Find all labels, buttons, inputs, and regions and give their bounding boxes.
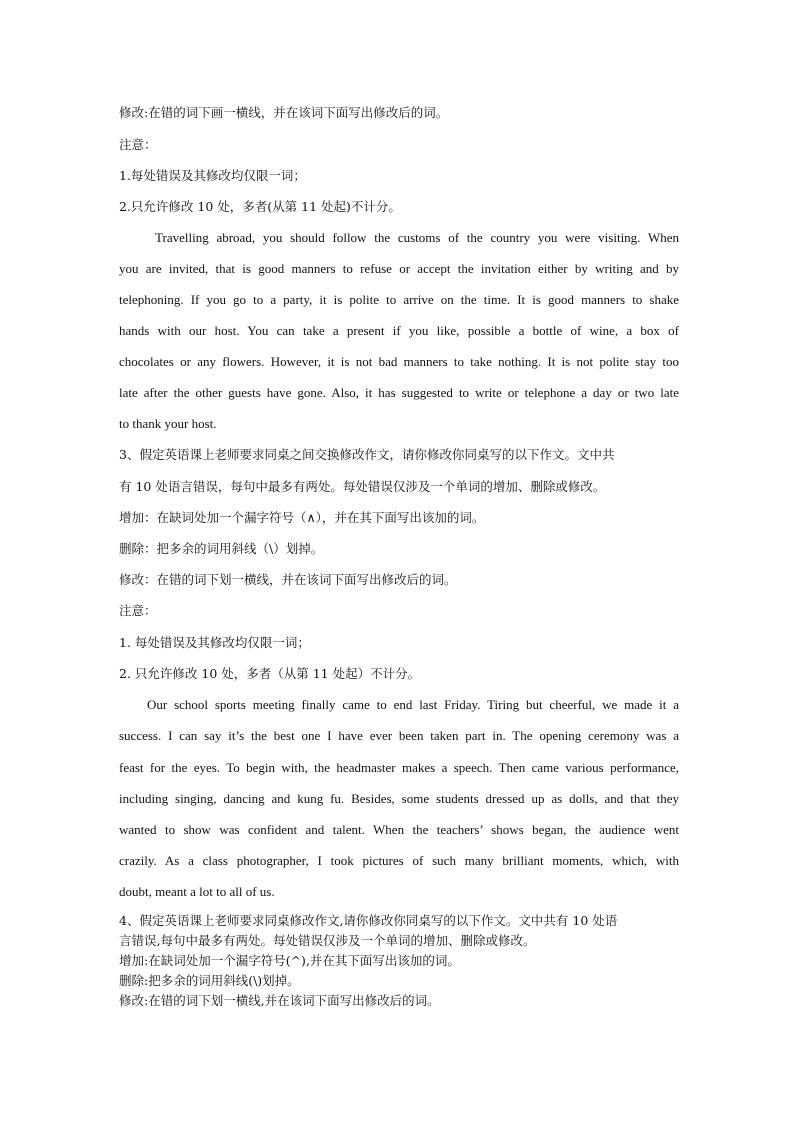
question-4-intro-cont: 言错误,每句中最多有两处。每处错误仅涉及一个单词的增加、删除或修改。 bbox=[119, 933, 536, 948]
question-3-intro: 3、假定英语课上老师要求同桌之间交换修改作文，请你修改你同桌写的以下作文。文中共 bbox=[119, 447, 615, 462]
passage-line: Our school sports meeting finally came to end last Friday. Tiring but cheerful, we made it a bbox=[147, 697, 679, 712]
passage-line: feast for the eyes. To begin with, the headmaster makes a speech. Then came various performance, bbox=[119, 760, 679, 775]
passage-line: wanted to show was confident and talent. When the teachers’ shows began, the audience went bbox=[119, 822, 679, 837]
rule-delete: 删除：把多余的词用斜线（\）划掉。 bbox=[119, 541, 324, 556]
passage-line: chocolates or any flowers. However, it is not bad manners to take nothing. It is not polite stay too bbox=[119, 354, 679, 369]
question-4-intro: 4、假定英语课上老师要求同桌修改作文,请你修改你同桌写的以下作文。文中共有 10 处语 bbox=[119, 913, 618, 928]
passage-line: success. I can say it’s the best one I have ever been taken part in. The opening ceremony was a bbox=[119, 728, 679, 743]
note-2: 2. 只允许修改 10 处，多者（从第 11 处起）不计分。 bbox=[119, 666, 421, 681]
notes-title: 注意： bbox=[119, 603, 157, 618]
note-2: 2.只允许修改 10 处，多者(从第 11 处起)不计分。 bbox=[119, 199, 401, 214]
passage-line: doubt, meant a lot to all of us. bbox=[119, 884, 275, 899]
notes-title: 注意： bbox=[119, 137, 157, 152]
rule-modify: 修改:在错的词下划一横线,并在该词下面写出修改后的词。 bbox=[119, 993, 440, 1008]
passage-line: you are invited, that is good manners to refuse or accept the invitation either by writing and by bbox=[119, 261, 679, 276]
passage-line: to thank your host. bbox=[119, 416, 217, 431]
rule-modify: 修改:在错的词下画一横线，并在该词下面写出修改后的词。 bbox=[119, 105, 449, 120]
rule-add: 增加：在缺词处加一个漏字符号（∧），并在其下面写出该加的词。 bbox=[119, 510, 485, 525]
passage-line: hands with our host. You can take a present if you like, possible a bottle of wine, a box of bbox=[119, 323, 679, 338]
note-1: 1. 每处错误及其修改均仅限一词； bbox=[119, 635, 310, 650]
rule-add: 增加:在缺词处加一个漏字符号(^),并在其下面写出该加的词。 bbox=[119, 953, 460, 968]
passage-line: telephoning. If you go to a party, it is polite to arrive on the time. It is good manners to shake bbox=[119, 292, 679, 307]
passage-line: crazily. As a class photographer, I took pictures of such many brilliant moments, which, with bbox=[119, 853, 679, 868]
passage-line: late after the other guests have gone. Also, it has suggested to write or telephone a day or two late bbox=[119, 385, 679, 400]
rule-delete: 删除:把多余的词用斜线(\)划掉。 bbox=[119, 973, 300, 988]
rule-modify: 修改：在错的词下划一横线，并在该词下面写出修改后的词。 bbox=[119, 572, 457, 587]
passage-line: Travelling abroad, you should follow the customs of the country you were visiting. When bbox=[155, 230, 679, 245]
note-1: 1.每处错误及其修改均仅限一词； bbox=[119, 168, 306, 183]
question-3-intro-cont: 有 10 处语言错误，每句中最多有两处。每处错误仅涉及一个单词的增加、删除或修改。 bbox=[119, 479, 606, 494]
passage-line: including singing, dancing and kung fu. Besides, some students dressed up as dolls, and that they bbox=[119, 791, 679, 806]
